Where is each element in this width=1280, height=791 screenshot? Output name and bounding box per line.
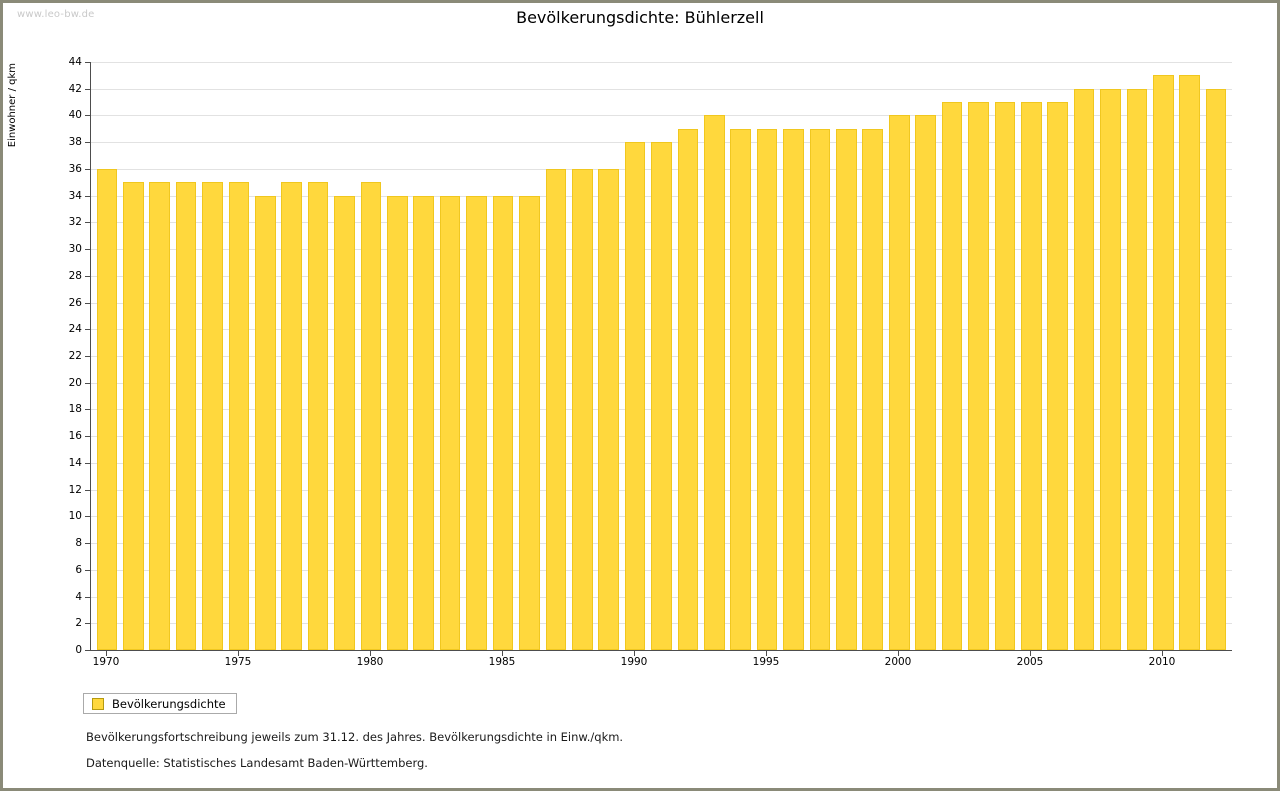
y-tick-label: 36 [68,162,82,175]
y-tick-label: 38 [68,136,82,149]
bar [493,196,514,650]
page-title: Bevölkerungsdichte: Bühlerzell [516,8,764,27]
y-tick-label: 12 [68,483,82,496]
footnote-source: Datenquelle: Statistisches Landesamt Baden-Württemberg. [86,756,428,770]
y-tick-label: 8 [75,537,82,550]
bar [678,129,699,650]
y-tick-label: 20 [68,376,82,389]
legend-label: Bevölkerungsdichte [112,696,226,711]
x-tick-label: 2000 [884,656,912,668]
y-tick-mark [85,650,90,651]
bar [810,129,831,650]
bar [942,102,963,650]
bar [1179,75,1200,650]
y-tick-mark [85,597,90,598]
bar [1206,89,1227,650]
y-tick-mark [85,329,90,330]
y-tick-mark [85,142,90,143]
y-tick-mark [85,196,90,197]
y-tick-mark [85,169,90,170]
y-tick-mark [85,62,90,63]
x-tick-label: 2005 [1016,656,1044,668]
y-tick-mark [85,89,90,90]
y-tick-label: 26 [68,296,82,309]
y-tick-label: 42 [68,82,82,95]
y-tick-mark [85,356,90,357]
bar [572,169,593,650]
bar [862,129,883,650]
bar [413,196,434,650]
y-tick-label: 16 [68,430,82,443]
bar [625,142,646,650]
bar [757,129,778,650]
bar [149,182,170,650]
bar [968,102,989,650]
legend-swatch-icon [92,698,104,710]
bar [704,115,725,650]
bar [995,102,1016,650]
bar [1074,89,1095,650]
y-tick-label: 40 [68,109,82,122]
x-tick-label: 1995 [752,656,780,668]
y-tick-label: 32 [68,216,82,229]
bar [651,142,672,650]
watermark: www.leo-bw.de [17,9,95,20]
bar [123,182,144,650]
bar [519,196,540,650]
bar [915,115,936,650]
bar [783,129,804,650]
y-tick-mark [85,436,90,437]
y-tick-label: 24 [68,323,82,336]
x-tick-label: 1990 [620,656,648,668]
y-tick-label: 10 [68,510,82,523]
bar [836,129,857,650]
y-tick-label: 30 [68,243,82,256]
bar [361,182,382,650]
y-tick-label: 18 [68,403,82,416]
y-tick-mark [85,516,90,517]
bar [546,169,567,650]
y-tick-label: 34 [68,189,82,202]
bar [466,196,487,650]
y-tick-label: 2 [75,617,82,630]
x-tick-label: 1975 [224,656,252,668]
x-tick-label: 1985 [488,656,516,668]
y-tick-mark [85,222,90,223]
bar [176,182,197,650]
y-tick-mark [85,249,90,250]
bar [1127,89,1148,650]
bar [1153,75,1174,650]
bar [889,115,910,650]
bar [202,182,223,650]
y-tick-label: 6 [75,563,82,576]
y-tick-mark [85,570,90,571]
x-tick-label: 1980 [356,656,384,668]
x-tick-label: 1970 [92,656,120,668]
legend [83,693,237,714]
y-tick-mark [85,115,90,116]
y-tick-mark [85,383,90,384]
y-tick-mark [85,409,90,410]
bar-series [91,62,1232,650]
bar [255,196,276,650]
bar [281,182,302,650]
bar [229,182,250,650]
bar [334,196,355,650]
y-tick-label: 14 [68,456,82,469]
y-tick-mark [85,490,90,491]
y-tick-label: 44 [68,56,82,68]
bar [1047,102,1068,650]
bar [598,169,619,650]
bar [97,169,118,650]
y-tick-mark [85,276,90,277]
y-tick-mark [85,623,90,624]
bar [730,129,751,650]
bar [1021,102,1042,650]
y-axis-label: Einwohner / qkm [7,63,18,148]
bar [308,182,329,650]
y-tick-mark [85,463,90,464]
x-tick-label: 2010 [1148,656,1176,668]
y-tick-mark [85,543,90,544]
bar [387,196,408,650]
footnote-method: Bevölkerungsfortschreibung jeweils zum 31.12. des Jahres. Bevölkerungsdichte in Einw./qkm. [86,730,624,744]
y-tick-label: 4 [75,590,82,603]
y-tick-mark [85,303,90,304]
bar [1100,89,1121,650]
y-tick-label: 22 [68,350,82,362]
y-tick-label: 28 [68,269,82,282]
y-tick-label: 0 [75,644,82,656]
bar [440,196,461,650]
